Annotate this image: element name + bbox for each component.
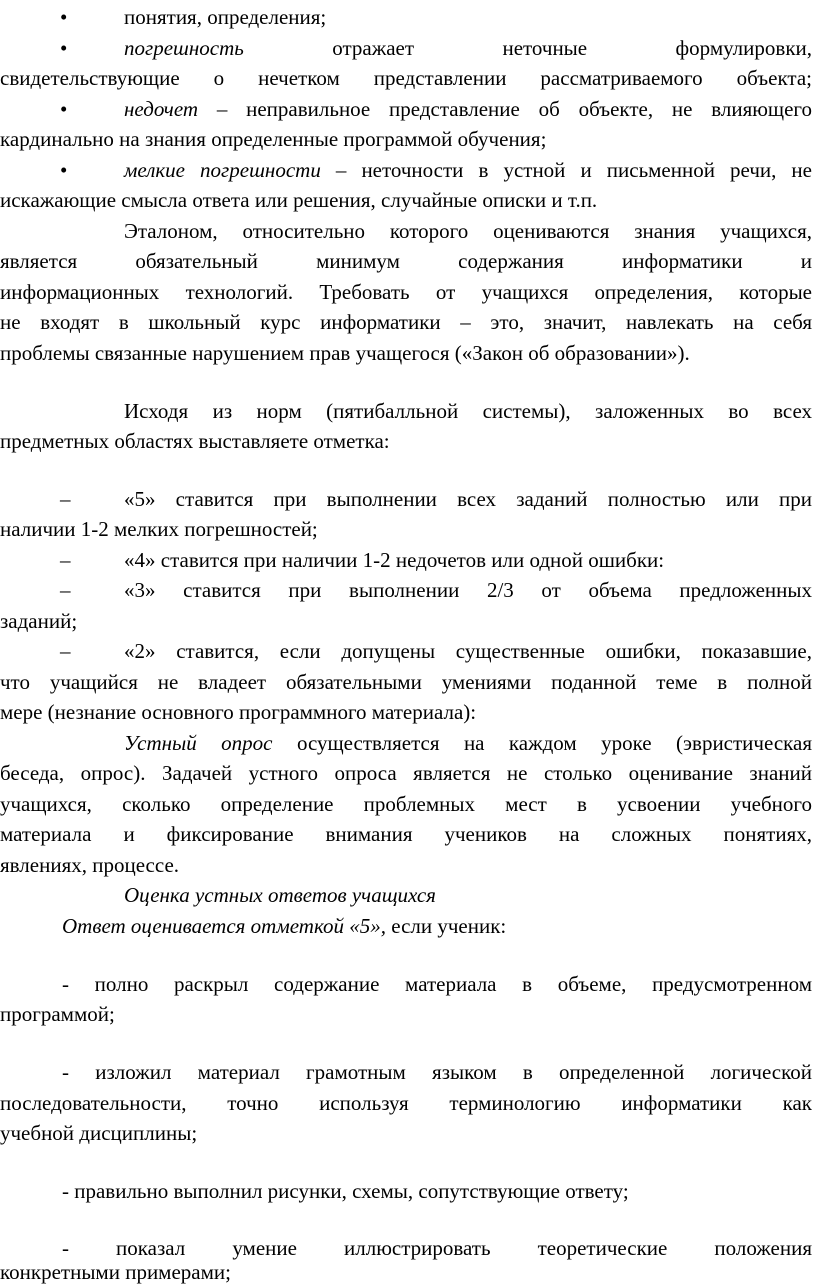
bullet-marker: • xyxy=(60,36,68,60)
bullet-continuation: кардинально на знания определенные программой обучения; xyxy=(0,127,547,151)
oral-survey-text: осуществляется на каждом уроке (эвристическая xyxy=(296,731,813,755)
paragraph-line: беседа, опрос). Задачей устного опроса является не столько оценивание знаний xyxy=(0,761,812,785)
assessment-intro-text: если ученик: xyxy=(391,914,507,938)
term-italic: погрешность xyxy=(124,36,244,60)
paragraph-line: Исходя из норм (пятибалльной системы), заложенных во всех xyxy=(124,399,812,423)
grade-item xyxy=(0,484,816,514)
grade-item xyxy=(0,575,816,605)
criteria-item: - изложил материал грамотным языком в определенной логической xyxy=(62,1060,812,1084)
bullet-marker: • xyxy=(60,158,68,182)
criteria-continuation: программой; xyxy=(0,1002,115,1026)
assessment-heading xyxy=(0,880,816,910)
term-italic: мелкие погрешности xyxy=(124,158,321,182)
grade-continuation: наличии 1-2 мелких погрешностей; xyxy=(0,517,318,541)
assessment-intro xyxy=(0,911,816,941)
bullet-text: отражает неточные формулировки, xyxy=(332,36,813,60)
bullet-item xyxy=(0,155,816,185)
paragraph-line: материала и фиксирование внимания учеников на сложных понятиях, xyxy=(0,822,812,846)
paragraph-line: является обязательный минимум содержания информатики и xyxy=(0,249,812,273)
bullet-text: – неправильное представление об объекте, не влияющего xyxy=(216,97,813,121)
criteria-continuation: последовательности, точно используя терминологию информатики как xyxy=(0,1091,812,1115)
bullet-item xyxy=(0,94,816,124)
oral-survey-title: Устный опрос xyxy=(124,731,273,755)
dash-marker: – xyxy=(60,487,71,511)
bullet-continuation: искажающие смысла ответа или решения, случайные описки и т.п. xyxy=(0,188,598,212)
bullet-item xyxy=(0,2,816,32)
bullet-continuation: свидетельствующие о нечетком представлении рассматриваемого объекта; xyxy=(0,66,812,90)
paragraph-line: предметных областях выставляете отметка: xyxy=(0,429,390,453)
bullet-text: – неточности в устной и письменной речи, не xyxy=(335,158,812,182)
criteria-item: - правильно выполнил рисунки, схемы, сопутствующие ответу; xyxy=(62,1179,629,1203)
grade-continuation: мере (незнание основного программного материала): xyxy=(0,700,477,724)
paragraph-line: информационных технологий. Требовать от учащихся определения, которые xyxy=(0,280,812,304)
grade-text: «5» ставится при выполнении всех заданий полностью или при xyxy=(124,487,812,511)
bullet-first-line xyxy=(124,94,812,124)
bullet-marker: • xyxy=(60,5,68,29)
grade-item xyxy=(0,545,816,575)
dash-marker: – xyxy=(60,578,71,602)
paragraph-line: не входят в школьный курс информатики – это, значит, навлекать на себя xyxy=(0,310,812,334)
dash-marker: – xyxy=(60,548,71,572)
dash-marker: – xyxy=(60,639,71,663)
grade-text: «2» ставится, если допущены существенные ошибки, показавшие, xyxy=(124,639,812,663)
criteria-item: - полно раскрыл содержание материала в объеме, предусмотренном xyxy=(62,972,812,996)
oral-survey-first-line xyxy=(0,728,816,758)
paragraph-line: явлениях, процессе. xyxy=(0,853,180,877)
paragraph-line: проблемы связанные нарушением прав учащегося («Закон об образовании»). xyxy=(0,341,690,365)
bullet-item xyxy=(0,33,816,63)
grade-continuation: заданий; xyxy=(0,609,78,633)
grade-text: «4» ставится при наличии 1-2 недочетов или одной ошибки: xyxy=(124,548,665,572)
bullet-marker: • xyxy=(60,97,68,121)
oral-survey-first-line-text xyxy=(124,728,812,758)
assessment-heading-text: Оценка устных ответов учащихся xyxy=(124,883,436,907)
grade-continuation: что учащийся не владеет обязательными умениями поданной теме в полной xyxy=(0,670,812,694)
criteria-continuation: конкретными примерами; xyxy=(0,1260,231,1284)
grade-text: «3» ставится при выполнении 2/3 от объема предложенных xyxy=(124,578,812,602)
term-italic: недочет xyxy=(124,97,199,121)
grade-item xyxy=(0,636,816,666)
paragraph-line: учащихся, сколько определение проблемных мест в усвоении учебного xyxy=(0,792,812,816)
paragraph-line: Эталоном, относительно которого оцениваются знания учащихся, xyxy=(124,219,812,243)
assessment-intro-italic: Ответ оценивается отметкой «5», xyxy=(62,914,386,938)
bullet-first-line xyxy=(124,33,812,63)
bullet-first-line xyxy=(124,155,812,185)
criteria-continuation: учебной дисциплины; xyxy=(0,1121,198,1145)
criteria-item: - показал умение иллюстрировать теоретические положения xyxy=(62,1236,812,1260)
bullet-text: понятия, определения; xyxy=(124,5,327,29)
